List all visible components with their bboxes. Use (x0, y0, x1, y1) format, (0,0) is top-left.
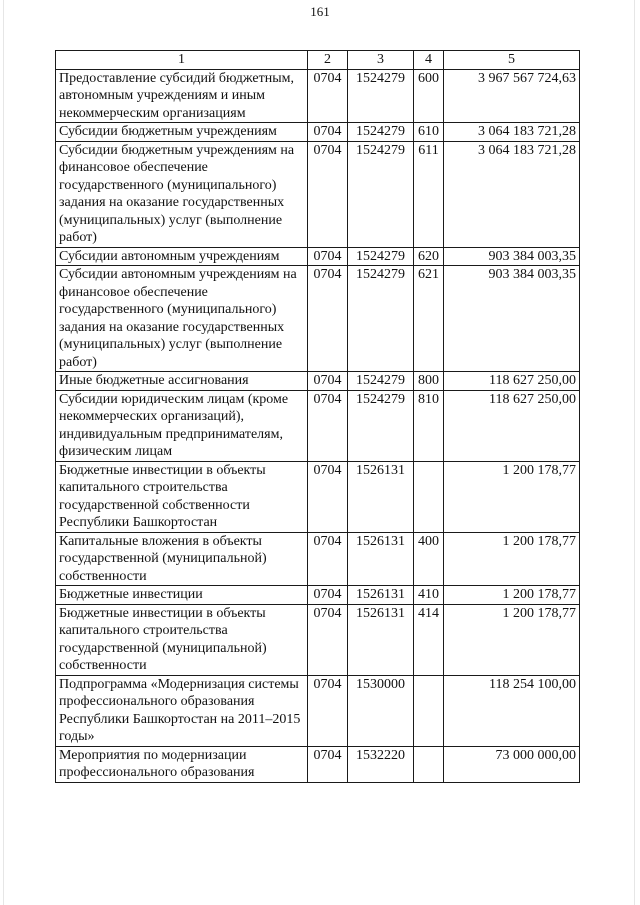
table-row (56, 266, 580, 372)
expense-name: Бюджетные инвестиции в объекты капитального строительства государственной (муниципальной) собственности (56, 604, 308, 675)
expense-type-code: 414 (414, 604, 444, 675)
table-row (56, 123, 580, 142)
expense-type-code: 610 (414, 123, 444, 142)
section-code: 0704 (308, 461, 348, 532)
table-header-row (56, 51, 580, 70)
table-row (56, 372, 580, 391)
amount: 903 384 003,35 (444, 266, 580, 372)
expense-name: Мероприятия по модернизации профессионального образования (56, 746, 308, 782)
expense-type-code: 621 (414, 266, 444, 372)
table-row (56, 461, 580, 532)
article-code: 1526131 (348, 532, 414, 586)
article-code: 1524279 (348, 390, 414, 461)
header-cell-4: 4 (414, 51, 444, 70)
article-code: 1526131 (348, 461, 414, 532)
amount: 1 200 178,77 (444, 532, 580, 586)
expense-type-code (414, 746, 444, 782)
amount: 3 064 183 721,28 (444, 123, 580, 142)
amount: 903 384 003,35 (444, 247, 580, 266)
amount: 118 627 250,00 (444, 390, 580, 461)
expense-type-code: 620 (414, 247, 444, 266)
expense-type-code: 810 (414, 390, 444, 461)
expense-name: Иные бюджетные ассигнования (56, 372, 308, 391)
table-row (56, 604, 580, 675)
article-code: 1526131 (348, 586, 414, 605)
expense-name: Субсидии бюджетным учреждениям (56, 123, 308, 142)
amount: 1 200 178,77 (444, 586, 580, 605)
table-row (56, 247, 580, 266)
expense-name: Предоставление субсидий бюджетным, автономным учреждениям и иным некоммерческим организациям (56, 69, 308, 123)
amount: 3 967 567 724,63 (444, 69, 580, 123)
header-cell-5: 5 (444, 51, 580, 70)
amount: 3 064 183 721,28 (444, 141, 580, 247)
amount: 73 000 000,00 (444, 746, 580, 782)
budget-table-body (56, 51, 580, 783)
section-code: 0704 (308, 675, 348, 746)
expense-type-code: 611 (414, 141, 444, 247)
section-code: 0704 (308, 586, 348, 605)
article-code: 1524279 (348, 372, 414, 391)
section-code: 0704 (308, 69, 348, 123)
section-code: 0704 (308, 390, 348, 461)
expense-type-code: 400 (414, 532, 444, 586)
expense-name: Субсидии автономным учреждениям на финансовое обеспечение государственного (муниципального) задания на оказание государственных (муниципальных) услуг (выполнение работ) (56, 266, 308, 372)
amount: 118 627 250,00 (444, 372, 580, 391)
article-code: 1524279 (348, 123, 414, 142)
expense-type-code (414, 461, 444, 532)
section-code: 0704 (308, 123, 348, 142)
article-code: 1524279 (348, 247, 414, 266)
table-row (56, 532, 580, 586)
section-code: 0704 (308, 141, 348, 247)
section-code: 0704 (308, 372, 348, 391)
header-cell-1: 1 (56, 51, 308, 70)
article-code: 1526131 (348, 604, 414, 675)
header-cell-2: 2 (308, 51, 348, 70)
table-row (56, 586, 580, 605)
table-row (56, 390, 580, 461)
table-row (56, 141, 580, 247)
section-code: 0704 (308, 247, 348, 266)
expense-type-code: 600 (414, 69, 444, 123)
table-row (56, 746, 580, 782)
article-code: 1530000 (348, 675, 414, 746)
expense-name: Субсидии юридическим лицам (кроме некоммерческих организаций), индивидуальным предпринимателям, физическим лицам (56, 390, 308, 461)
section-code: 0704 (308, 746, 348, 782)
left-edge-mark (3, 0, 4, 905)
right-edge-mark (634, 0, 635, 905)
expense-type-code: 410 (414, 586, 444, 605)
expense-type-code: 800 (414, 372, 444, 391)
expense-name: Бюджетные инвестиции (56, 586, 308, 605)
section-code: 0704 (308, 266, 348, 372)
article-code: 1524279 (348, 141, 414, 247)
expense-name: Субсидии бюджетным учреждениям на финансовое обеспечение государственного (муниципального) задания на оказание государственных (муниципальных) услуг (выполнение работ) (56, 141, 308, 247)
expense-name: Субсидии автономным учреждениям (56, 247, 308, 266)
table-row (56, 675, 580, 746)
header-cell-3: 3 (348, 51, 414, 70)
expense-name: Подпрограмма «Модернизация системы профессионального образования Республики Башкортостан на 2011–2015 годы» (56, 675, 308, 746)
article-code: 1524279 (348, 266, 414, 372)
budget-table (55, 50, 580, 783)
amount: 118 254 100,00 (444, 675, 580, 746)
amount: 1 200 178,77 (444, 461, 580, 532)
article-code: 1532220 (348, 746, 414, 782)
section-code: 0704 (308, 532, 348, 586)
table-row (56, 69, 580, 123)
expense-name: Бюджетные инвестиции в объекты капитального строительства государственной собственности Республики Башкортостан (56, 461, 308, 532)
section-code: 0704 (308, 604, 348, 675)
article-code: 1524279 (348, 69, 414, 123)
page-number: 161 (310, 4, 330, 19)
expense-type-code (414, 675, 444, 746)
amount: 1 200 178,77 (444, 604, 580, 675)
expense-name: Капитальные вложения в объекты государственной (муниципальной) собственности (56, 532, 308, 586)
